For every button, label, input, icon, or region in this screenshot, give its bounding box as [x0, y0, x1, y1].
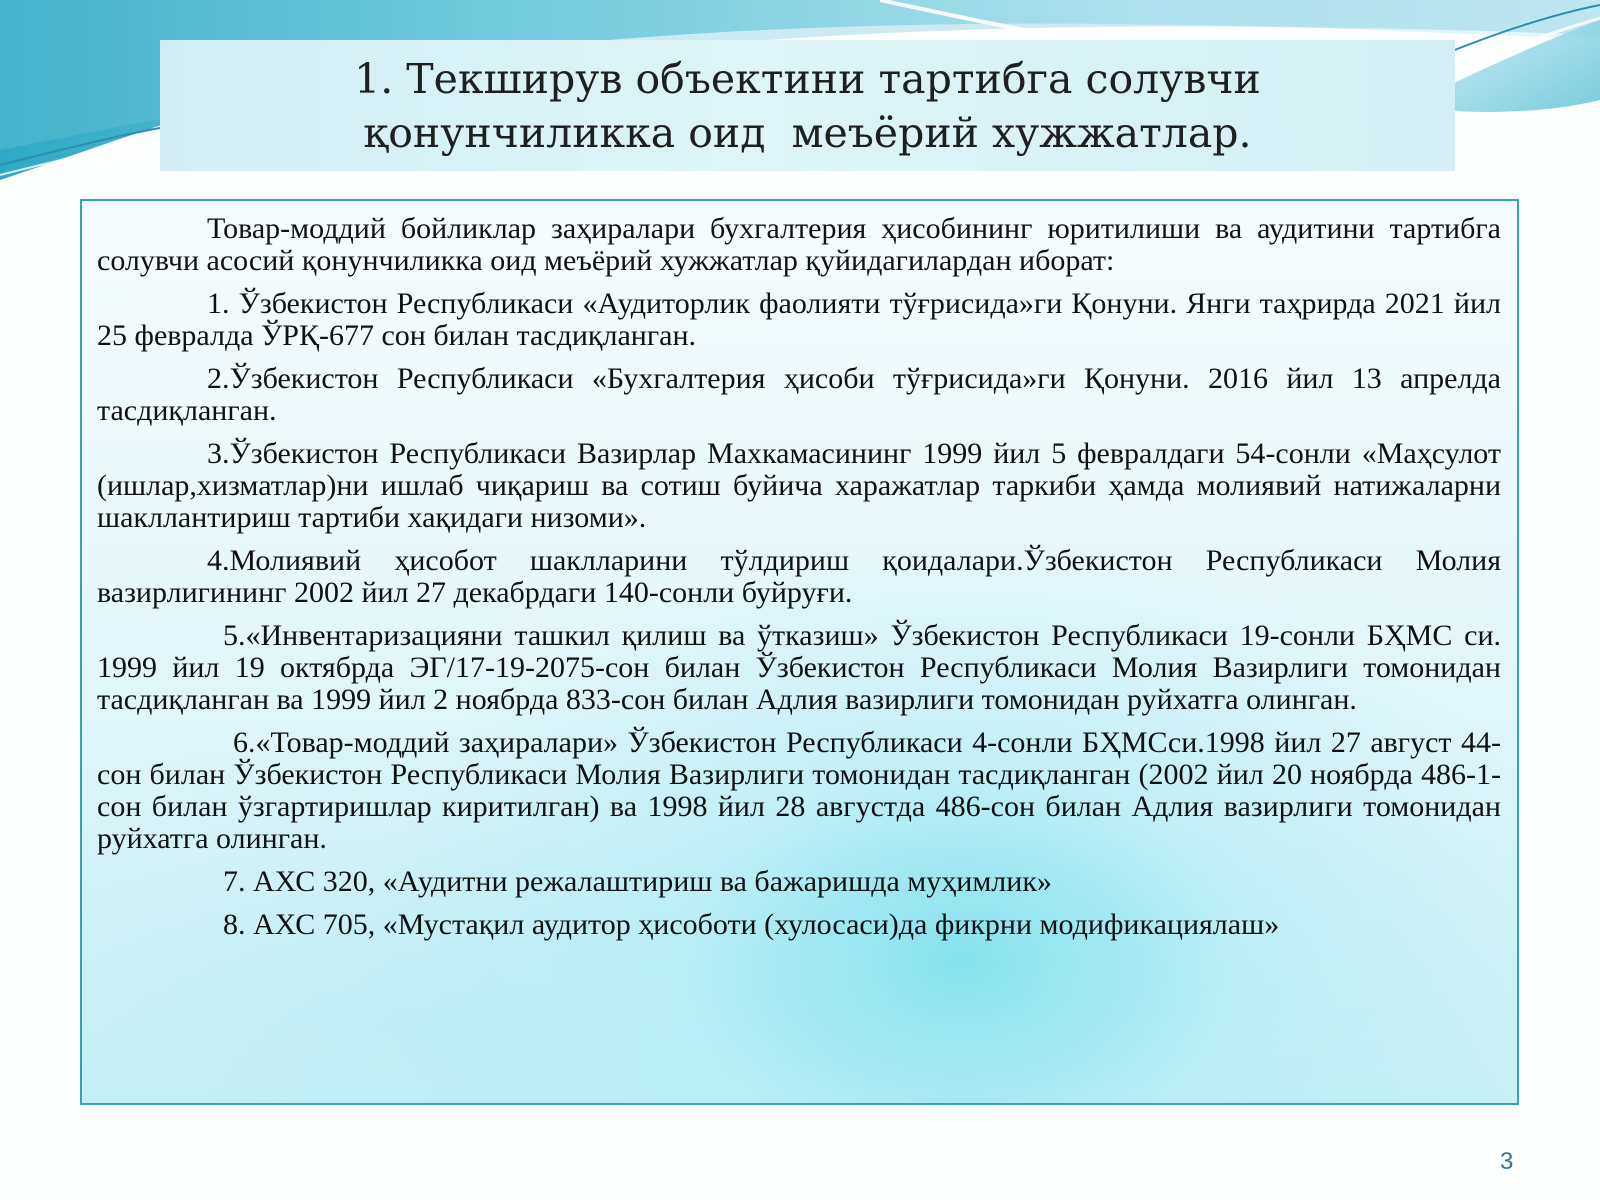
- list-item-2: 2.Ўзбекистон Республикаси «Бухгалтерия ҳисоби тўғрисида»ги Қонуни. 2016 йил 13 апрелда тасдиқланган.: [97, 362, 1501, 427]
- list-item-8: 8. АХС 705, «Мустақил аудитор ҳисоботи (хулосаси)да фикрни модификациялаш»: [223, 908, 1280, 941]
- page-number: 3: [1500, 1148, 1514, 1175]
- intro-paragraph: Товар-моддий бойликлар заҳиралари бухгалтерия ҳисобининг юритилиши ва аудитини тартибга солувчи асосий қонунчиликка оид меъёрий хужжатлар қуйидагилардан иборат:: [97, 212, 1501, 277]
- content-text-box: [80, 199, 1519, 1105]
- list-item-7: 7. АХС 320, «Аудитни режалаштириш ва бажаришда муҳимлик»: [223, 865, 1052, 898]
- list-item-4: 4.Молиявий ҳисобот шаклларини тўлдириш қоидалари.Ўзбекистон Республикаси Молия вазирлигининг 2002 йил 27 декабрдаги 140-сонли буйруғи.: [97, 544, 1501, 609]
- list-item-1: 1. Ўзбекистон Республикаси «Аудиторлик фаолияти тўғрисида»ги Қонуни. Янги таҳрирда 2021 йил 25 февралда ЎРҚ-677 сон билан тасдиқланган.: [97, 287, 1501, 352]
- list-item-5: 5.«Инвентаризацияни ташкил қилиш ва ўтказиш» Ўзбекистон Республикаси 19-сонли БҲМС си. 1999 йил 19 октябрда ЭГ/17-19-2075-сон билан Ўзбекистон Республикаси Молия Вазирлиги томонидан тасдиқланган ва 1999 йил 2 ноябрда 833-сон билан Адлия вазирлиги томонидан руйхатга олинган.: [97, 619, 1501, 716]
- slide-title-line-2: қонунчиликка оид меъёрий хужжатлар.: [363, 108, 1252, 157]
- list-item-3: 3.Ўзбекистон Республикаси Вазирлар Махкамасининг 1999 йил 5 февралдаги 54-сонли «Маҳсулот (ишлар,хизматлар)ни ишлаб чиқариш ва сотиш буйича харажатлар таркиби ҳамда молиявий натижаларни шакллантириш тартиби хақидаги низоми».: [97, 437, 1501, 534]
- slide-title-line-1: 1. Текширув объектини тартибга солувчи: [354, 54, 1261, 103]
- slide-title: [160, 40, 1455, 171]
- list-item-6: 6.«Товар-моддий заҳиралари» Ўзбекистон Республикаси 4-сонли БҲМСси.1998 йил 27 август 44-сон билан Ўзбекистон Республикаси Молия Вазирлиги томонидан тасдиқланган (2002 йил 20 ноябрда 486-1-сон билан ўзгартиришлар киритилган) ва 1998 йил 28 августда 486-сон билан Адлия вазирлиги томонидан руйхатга олинган.: [97, 726, 1501, 855]
